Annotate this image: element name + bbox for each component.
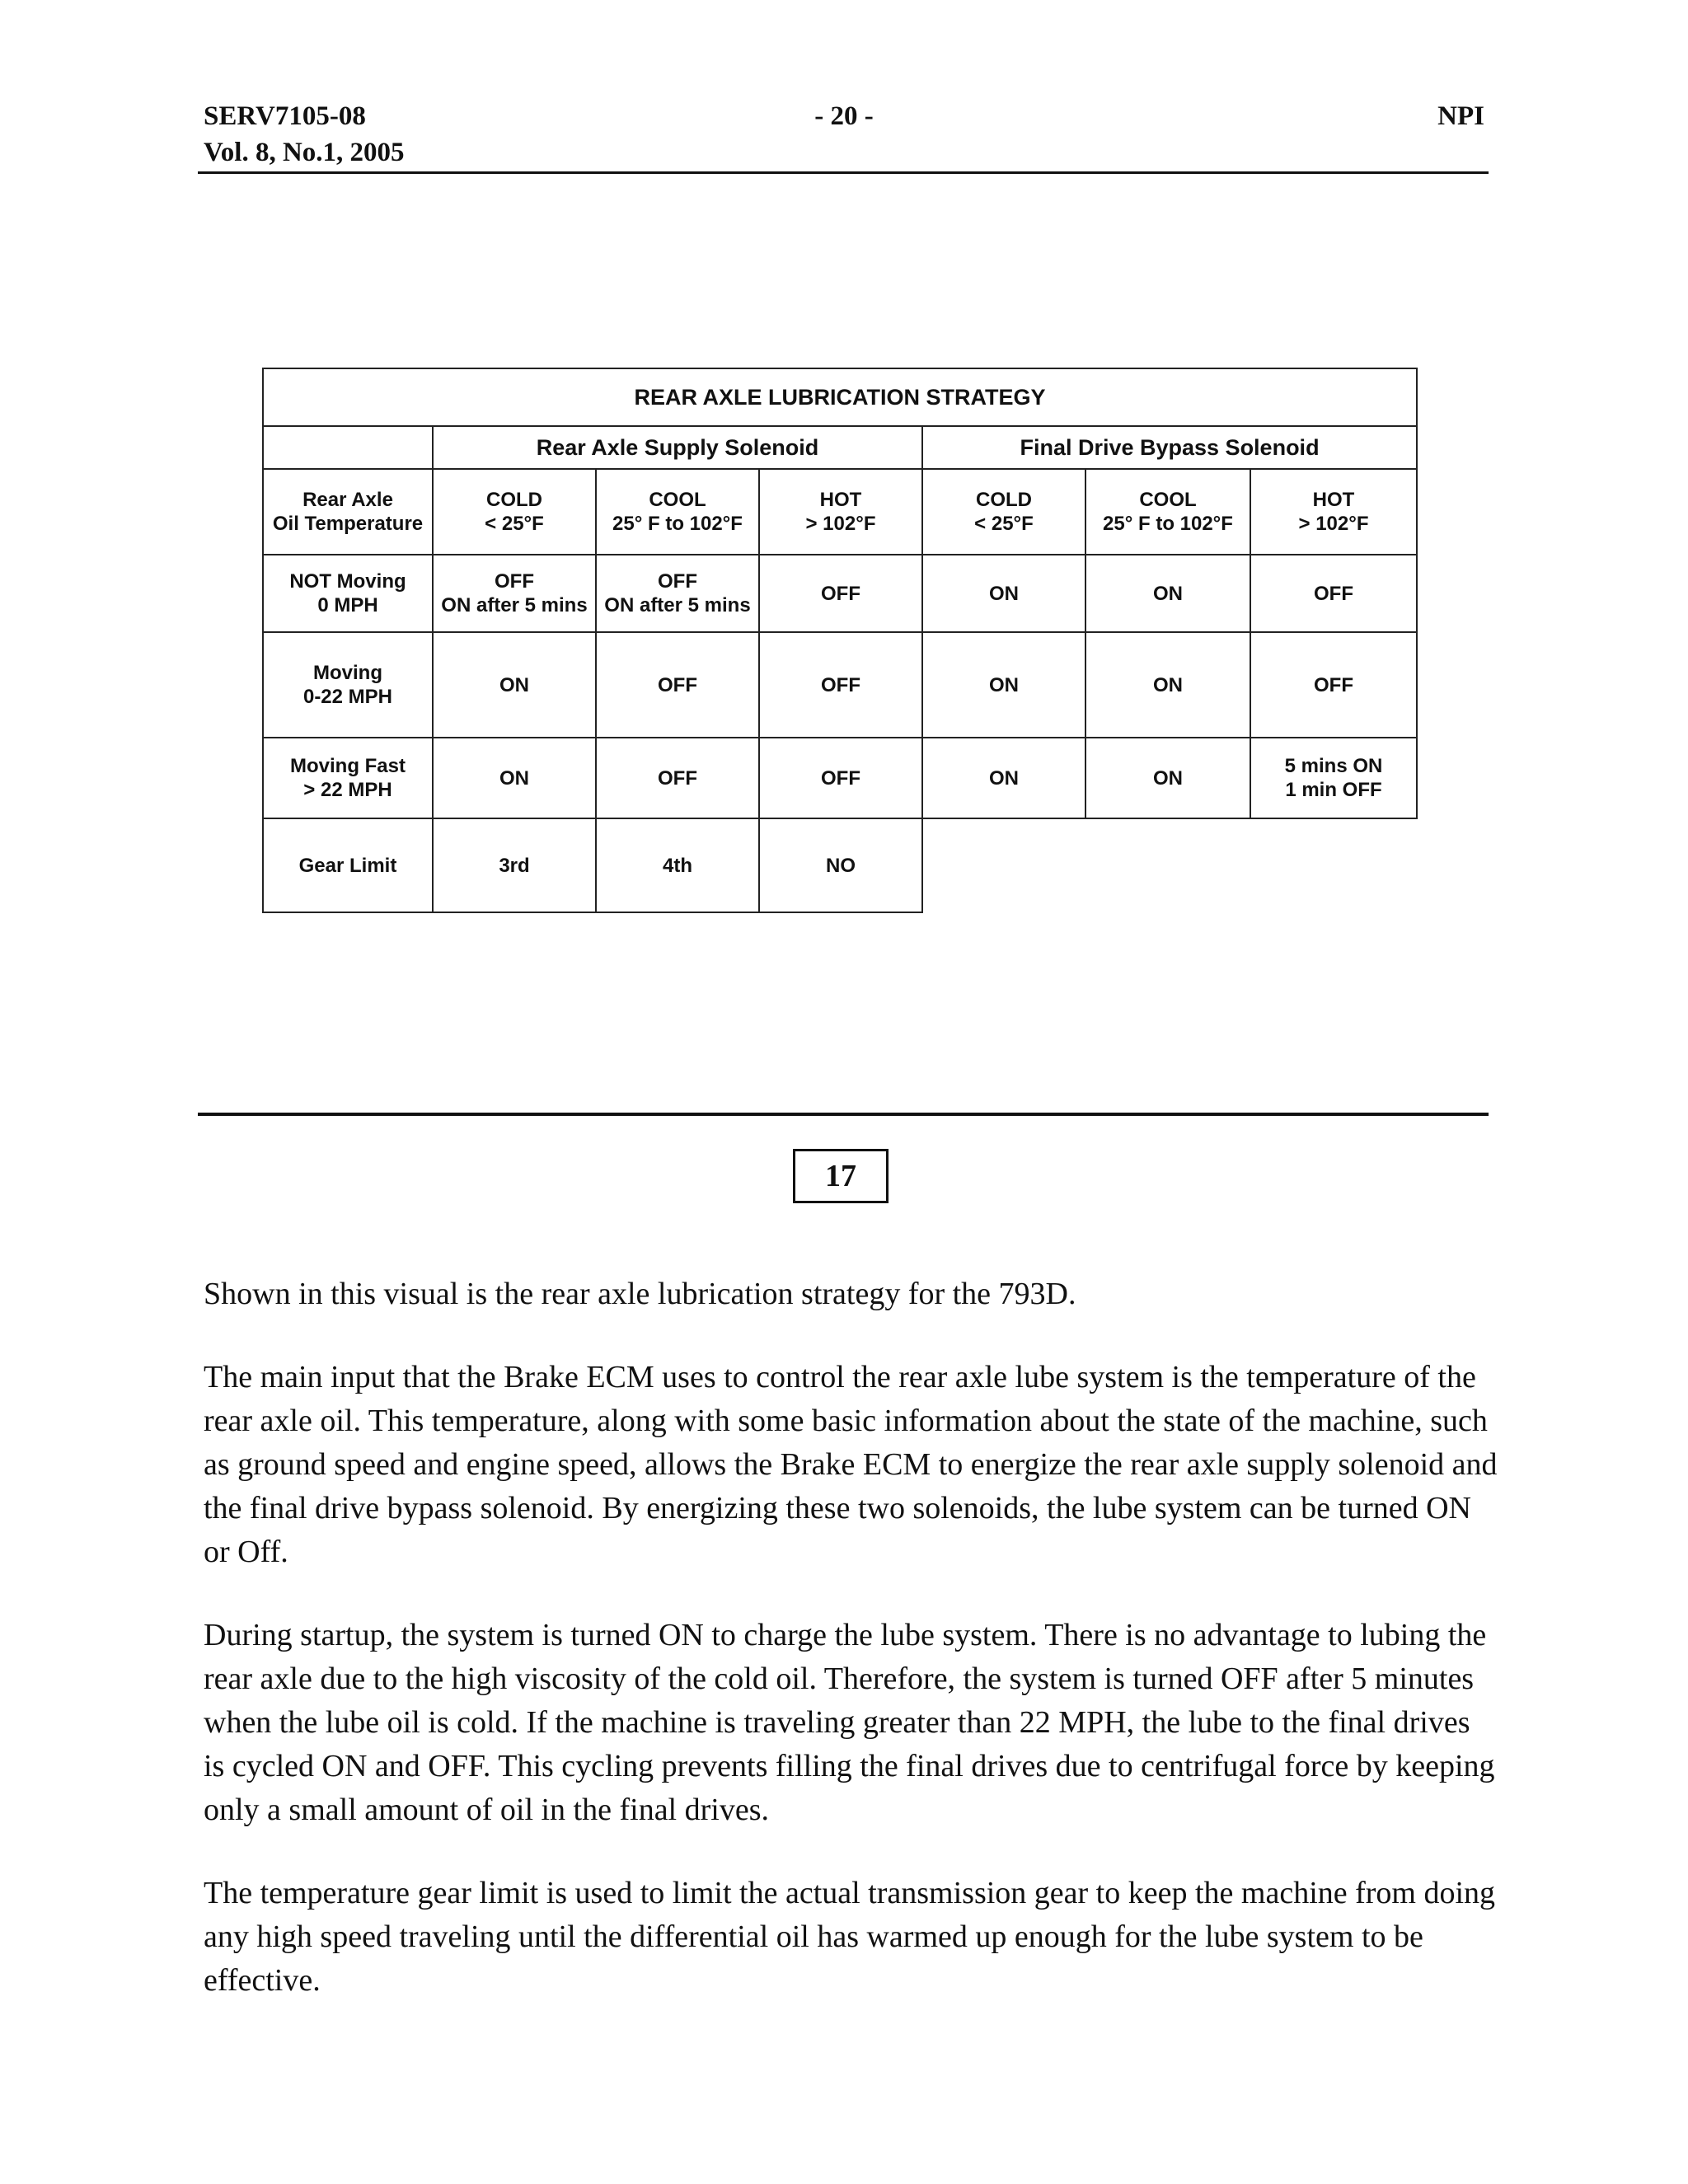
column-header-range: < 25°F — [485, 513, 544, 535]
lubrication-strategy-table — [262, 368, 1418, 913]
column-header-range: > 102°F — [1298, 513, 1369, 535]
row-label-line: > 22 MPH — [303, 779, 392, 801]
column-header-name: COOL — [649, 489, 706, 511]
column-header-range: 25° F to 102°F — [612, 513, 743, 535]
row-label-header — [263, 469, 433, 555]
table-cell: OFF — [759, 555, 922, 632]
row-label-line: NOT Moving — [289, 570, 406, 593]
group-header-final-drive-bypass: Final Drive Bypass Solenoid — [922, 426, 1417, 469]
column-header-name: COLD — [486, 489, 542, 511]
table-cell: ON — [1085, 555, 1250, 632]
volume-info: Vol. 8, No.1, 2005 — [204, 138, 405, 167]
column-header-final-cool — [1085, 469, 1250, 555]
column-header-final-cold — [922, 469, 1085, 555]
table-cell: OFF — [759, 632, 922, 738]
header-divider — [198, 171, 1489, 174]
cell-line: OFF — [658, 570, 697, 593]
row-label-header-line: Oil Temperature — [272, 513, 424, 535]
column-header-rear-cool — [596, 469, 759, 555]
row-label — [263, 555, 433, 632]
cell-line: 1 min OFF — [1285, 779, 1382, 801]
table-cell: OFF — [759, 738, 922, 818]
table-cell: NO — [759, 818, 922, 912]
group-header-spacer — [263, 426, 433, 469]
table-cell: OFF — [596, 738, 759, 818]
column-header-rear-cold — [433, 469, 596, 555]
table-cell: ON — [1085, 738, 1250, 818]
table-cell — [433, 555, 596, 632]
section-divider — [198, 1113, 1489, 1116]
row-label-header-line: Rear Axle — [302, 489, 393, 511]
row-label — [263, 632, 433, 738]
column-header-range: > 102°F — [805, 513, 876, 535]
table-cell — [596, 555, 759, 632]
column-header-final-hot — [1250, 469, 1417, 555]
column-header-name: COLD — [976, 489, 1032, 511]
empty-area — [922, 818, 1417, 912]
column-header-range: < 25°F — [974, 513, 1034, 535]
column-header-name: HOT — [1312, 489, 1355, 511]
table-row-moving — [263, 632, 1417, 738]
table-cell: ON — [922, 738, 1085, 818]
row-label-line: 0-22 MPH — [302, 686, 393, 708]
table-row-moving-fast — [263, 738, 1417, 818]
row-label-line: Moving — [313, 662, 382, 684]
table-cell: ON — [433, 738, 596, 818]
table-row-gear-limit — [263, 818, 1417, 912]
cell-line: ON after 5 mins — [441, 594, 588, 616]
column-header-name: HOT — [819, 489, 862, 511]
column-header-range: 25° F to 102°F — [1103, 513, 1233, 535]
table-cell: ON — [922, 555, 1085, 632]
table-cell — [1250, 738, 1417, 818]
row-label-line: Moving Fast — [289, 755, 406, 777]
body-text — [204, 1272, 1498, 2042]
figure-number: 17 — [793, 1149, 889, 1203]
table-cell: OFF — [1250, 632, 1417, 738]
table-cell: 3rd — [433, 818, 596, 912]
header-right-label: NPI — [1437, 101, 1484, 131]
table-cell: 4th — [596, 818, 759, 912]
column-header-name: COOL — [1139, 489, 1197, 511]
row-label — [263, 738, 433, 818]
table-cell: OFF — [1250, 555, 1417, 632]
paragraph: During startup, the system is turned ON to charge the lube system. There is no advantage to lubing the rear axle due to the high viscosity of the cold oil. Therefore, the system is turned OFF after 5 minutes when the lube oil is cold. If the machine is traveling greater than 22 MPH, the lube to the final drives is cycled ON and OFF. This cycling prevents filling the final drives due to centrifugal force by keeping only a small amount of oil in the final drives. — [204, 1618, 1495, 1827]
cell-line: ON after 5 mins — [604, 594, 751, 616]
row-label: Gear Limit — [263, 818, 433, 912]
table-cell: ON — [922, 632, 1085, 738]
paragraph: Shown in this visual is the rear axle lubrication strategy for the 793D. — [204, 1277, 1076, 1311]
document-id: SERV7105-08 — [204, 101, 366, 131]
group-header-rear-axle-supply: Rear Axle Supply Solenoid — [433, 426, 922, 469]
paragraph: The main input that the Brake ECM uses to control the rear axle lube system is the temperature of the rear axle oil. This temperature, along with some basic information about the state of the machine, such as ground speed and engine speed, allows the Brake ECM to energize the rear axle supply solenoid and the final drive bypass solenoid. By energizing these two solenoids, the lube system can be turned ON or Off. — [204, 1360, 1498, 1569]
column-header-rear-hot — [759, 469, 922, 555]
table-row-not-moving — [263, 555, 1417, 632]
row-label-line: 0 MPH — [317, 594, 378, 616]
table-cell: ON — [433, 632, 596, 738]
table-cell: ON — [1085, 632, 1250, 738]
paragraph: The temperature gear limit is used to limit the actual transmission gear to keep the machine from doing any high speed traveling until the differential oil has warmed up enough for the lube system to be effective. — [204, 1876, 1496, 1998]
table-cell: OFF — [596, 632, 759, 738]
cell-line: OFF — [495, 570, 534, 593]
table-title: REAR AXLE LUBRICATION STRATEGY — [263, 368, 1417, 426]
page-number: - 20 - — [814, 101, 874, 131]
cell-line: 5 mins ON — [1284, 755, 1383, 777]
